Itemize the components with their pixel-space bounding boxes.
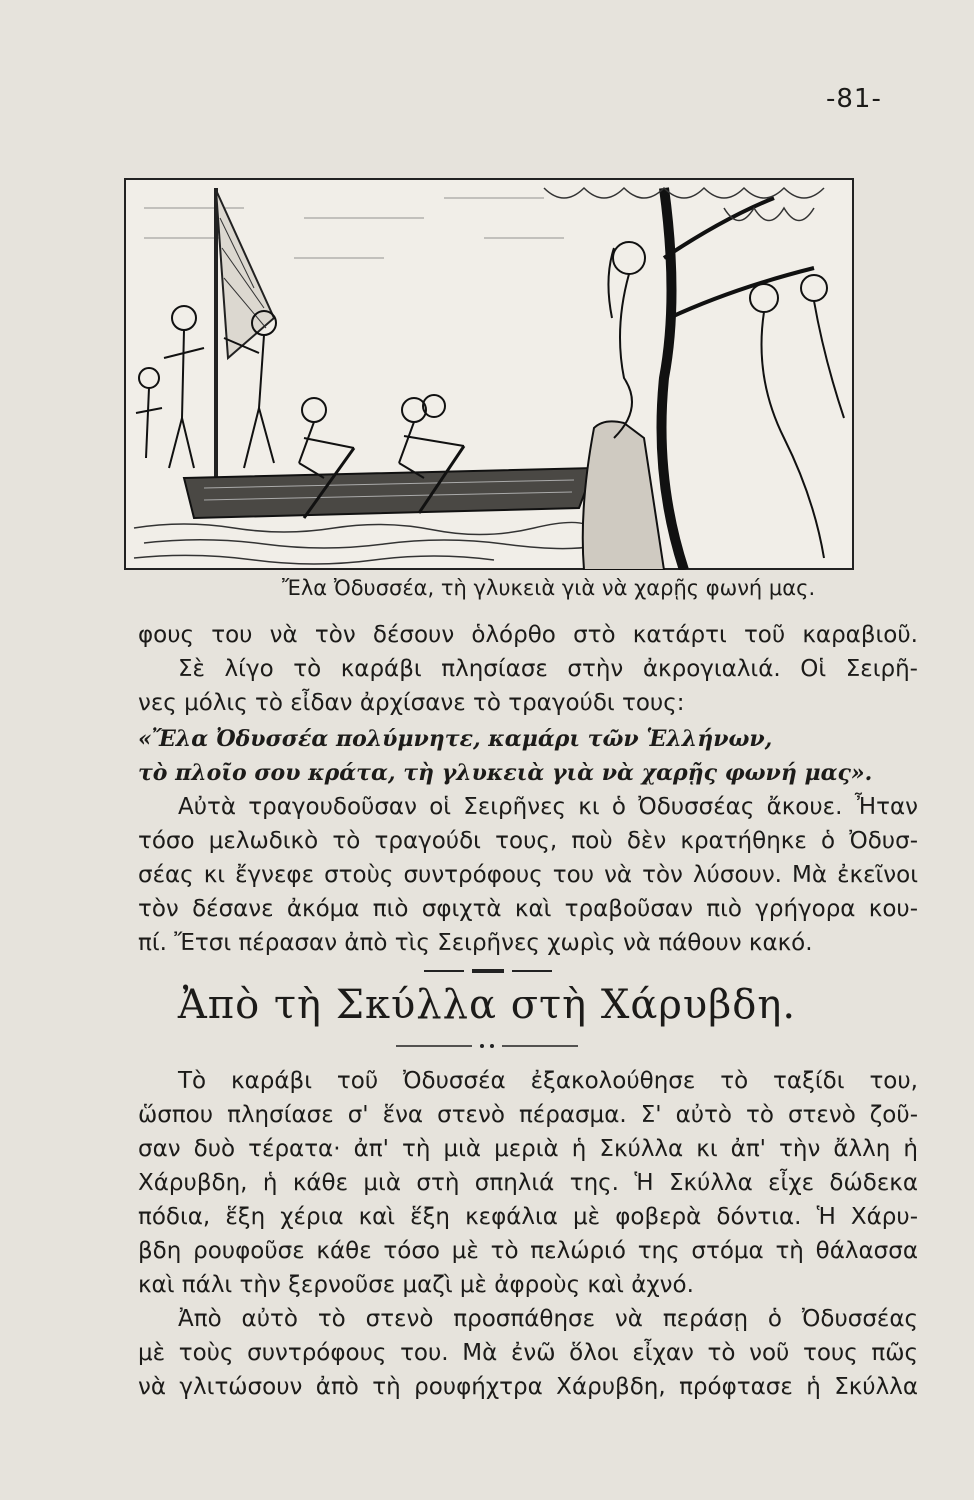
text-line: Τὸ καράβι τοῦ Ὀδυσσέα ἐξακολούθησε τὸ ταξίδι του,	[178, 1068, 918, 1094]
sirens-song	[138, 722, 918, 790]
page-number: -81-	[826, 84, 882, 114]
text-line: Σὲ λίγο τὸ καράβι πλησίασε στὴν ἀκρογιαλιά. Οἱ Σειρῆ-	[178, 656, 918, 682]
paragraph-1	[138, 618, 918, 720]
text-line: καὶ πάλι τὴν ξερνοῦσε μαζὶ μὲ ἀφροὺς καὶ ἀχνό.	[138, 1272, 694, 1298]
text-line: Ἀπὸ αὐτὸ τὸ στενὸ προσπάθησε νὰ περάσῃ ὁ Ὀδυσσέας	[178, 1306, 918, 1332]
text-line: ὥσπου πλησίασε σ' ἕνα στενὸ πέρασμα. Σ' αὐτὸ τὸ στενὸ ζοῦ-	[138, 1102, 918, 1128]
song-line: «Ἔλα Ὀδυσσέα πολύμνητε, καμάρι τῶν Ἑλλήνων,	[138, 726, 773, 752]
section-divider-bottom	[396, 1042, 578, 1050]
text-line: πόδια, ἕξη χέρια καὶ ἕξη κεφάλια μὲ φοβερὰ δόντια. Ἡ Χάρυ-	[138, 1204, 918, 1230]
odysseus-sirens-illustration	[124, 178, 854, 570]
illustration-caption: Ἔλα Ὀδυσσέα, τὴ γλυκειὰ γιὰ νὰ χαρῇς φωνή μας.	[282, 576, 816, 600]
text-line: τὸν δέσανε ἀκόμα πιὸ σφιχτὰ καὶ τραβοῦσαν πιὸ γρήγορα κου-	[138, 896, 918, 922]
text-line: μὲ τοὺς συντρόφους του. Μὰ ἐνῶ ὅλοι εἶχαν τὸ νοῦ τους πῶς	[138, 1340, 918, 1366]
paragraph-3	[138, 1064, 918, 1302]
section-divider-top	[424, 968, 552, 974]
text-line: φους του νὰ τὸν δέσουν ὁλόρθο στὸ κατάρτι τοῦ καραβιοῦ.	[138, 622, 918, 648]
text-line: πί. Ἔτσι πέρασαν ἀπὸ τὶς Σειρῆνες χωρὶς νὰ πάθουν κακό.	[138, 930, 813, 956]
paragraph-2	[138, 790, 918, 960]
text-line: βδη ρουφοῦσε κάθε τόσο μὲ τὸ πελώριό της στόμα τὴ θάλασσα	[138, 1238, 918, 1264]
text-line: νες μόλις τὸ εἶδαν ἀρχίσανε τὸ τραγούδι τους:	[138, 690, 685, 716]
text-line: νὰ γλιτώσουν ἀπὸ τὴ ρουφήχτρα Χάρυβδη, πρόφτασε ἡ Σκύλλα	[138, 1374, 918, 1400]
text-line: σέας κι ἔγνεφε στοὺς συντρόφους του νὰ τὸν λύσουν. Μὰ ἐκεῖνοι	[138, 862, 918, 888]
section-heading: Ἀπὸ τὴ Σκύλλα στὴ Χάρυβδη.	[177, 982, 797, 1028]
text-line: σαν δυὸ τέρατα· ἀπ' τὴ μιὰ μεριὰ ἡ Σκύλλα κι ἀπ' τὴν ἄλλη ἡ	[138, 1136, 918, 1162]
paragraph-4	[138, 1302, 918, 1404]
song-line: τὸ πλοῖο σου κράτα, τὴ γλυκειὰ γιὰ νὰ χαρῇς φωνή μας».	[138, 760, 873, 786]
text-line: τόσο μελωδικὸ τὸ τραγούδι τους, ποὺ δὲν κρατήθηκε ὁ Ὀδυσ-	[138, 828, 918, 854]
text-line: Αὐτὰ τραγουδοῦσαν οἱ Σειρῆνες κι ὁ Ὀδυσσέας ἄκουε. Ἦταν	[178, 794, 918, 820]
text-line: Χάρυβδη, ἡ κάθε μιὰ στὴ σπηλιά της. Ἡ Σκύλλα εἶχε δώδεκα	[138, 1170, 918, 1196]
